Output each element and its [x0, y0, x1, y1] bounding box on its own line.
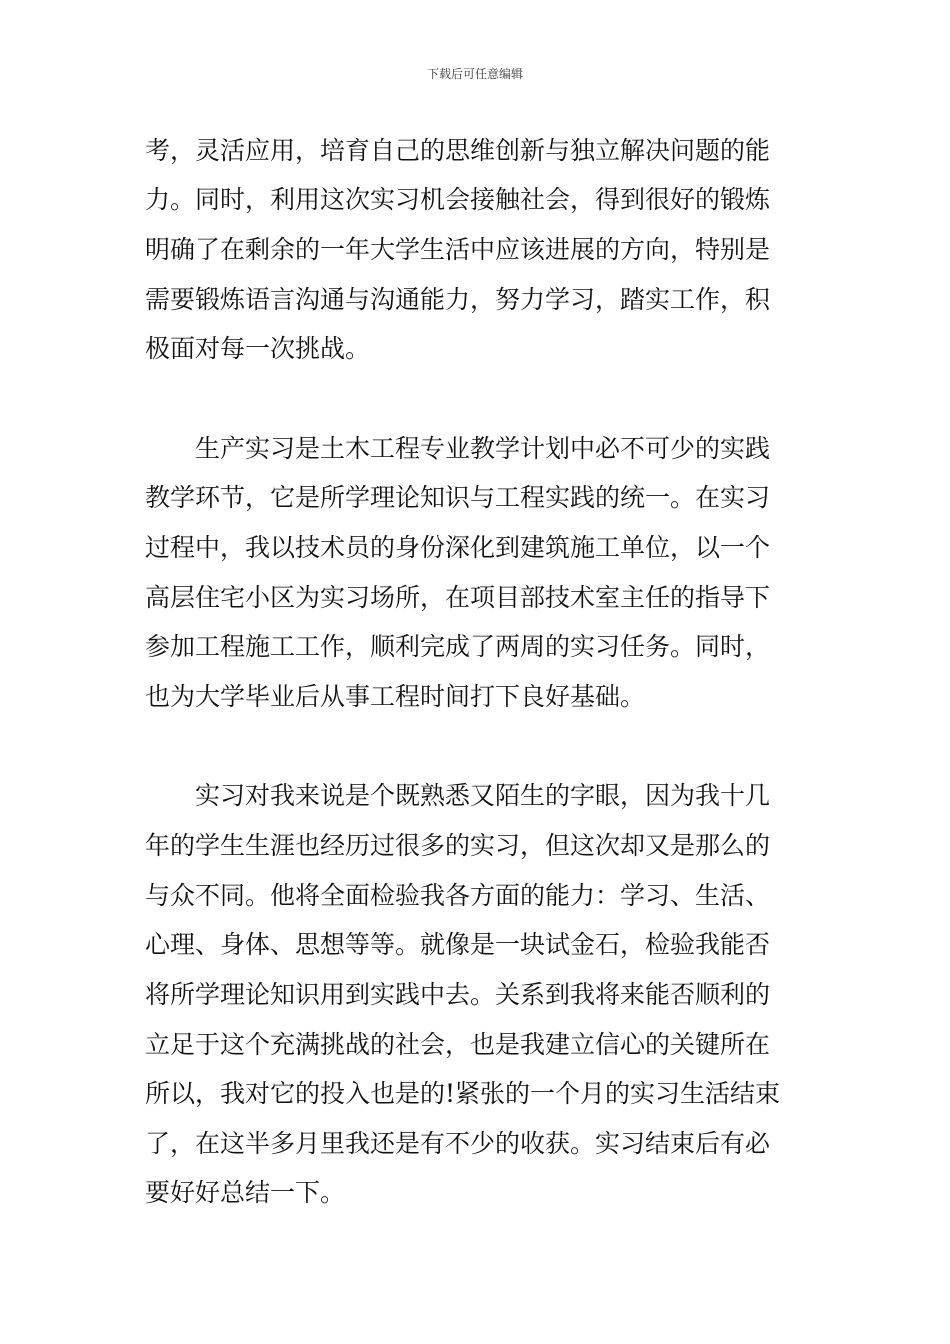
paragraph-1-line-5: 极面对每一次挑战。	[145, 334, 371, 363]
paragraph-3-line-4: 心理、身体、思想等等。就像是一块试金石，检验我能否	[145, 930, 771, 959]
paragraph-2-line-5: 参加工程施工工作，顺利完成了两周的实习任务。同时，	[145, 632, 771, 661]
paragraph-2-line-1: 生产实习是土木工程专业教学计划中必不可少的实践	[195, 434, 771, 463]
paragraph-1-line-3: 明确了在剩余的一年大学生活中应该进展的方向，特别是	[145, 235, 771, 264]
paragraph-3-line-9: 要好好总结一下。	[145, 1178, 346, 1207]
paragraph-3-line-6: 立足于这个充满挑战的社会，也是我建立信心的关键所在	[145, 1030, 771, 1059]
paragraph-2-line-2: 教学环节，它是所学理论知识与工程实践的统一。在实习	[145, 483, 771, 512]
paragraph-1-line-2: 力。同时，利用这次实习机会接触社会，得到很好的锻炼	[145, 185, 771, 214]
paragraph-2-line-4: 高层住宅小区为实习场所，在项目部技术室主任的指导下	[145, 583, 771, 612]
paragraph-1-line-1: 考，灵活应用，培育自己的思维创新与独立解决问题的能	[145, 136, 771, 165]
paragraph-3-line-7: 所以，我对它的投入也是的!紧张的一个月的实习生活结束	[145, 1079, 781, 1108]
paragraph-3-line-2: 年的学生生涯也经历过很多的实习，但这次却又是那么的	[145, 831, 771, 860]
paragraph-3-line-8: 了，在这半多月里我还是有不少的收获。实习结束后有必	[145, 1129, 771, 1158]
page-header: 下载后可任意编辑	[426, 67, 523, 81]
paragraph-2-line-3: 过程中，我以技术员的身份深化到建筑施工单位，以一个	[145, 533, 771, 562]
paragraph-3-line-5: 将所学理论知识用到实践中去。关系到我将来能否顺利的	[145, 980, 771, 1009]
paragraph-2-line-6: 也为大学毕业后从事工程时间打下良好基础。	[145, 682, 646, 711]
paragraph-1-line-4: 需要锻炼语言沟通与沟通能力，努力学习，踏实工作，积	[145, 285, 771, 314]
paragraph-3-line-3: 与众不同。他将全面检验我各方面的能力：学习、生活、	[145, 881, 771, 910]
paragraph-3-line-1: 实习对我来说是个既熟悉又陌生的字眼，因为我十几	[195, 781, 771, 810]
